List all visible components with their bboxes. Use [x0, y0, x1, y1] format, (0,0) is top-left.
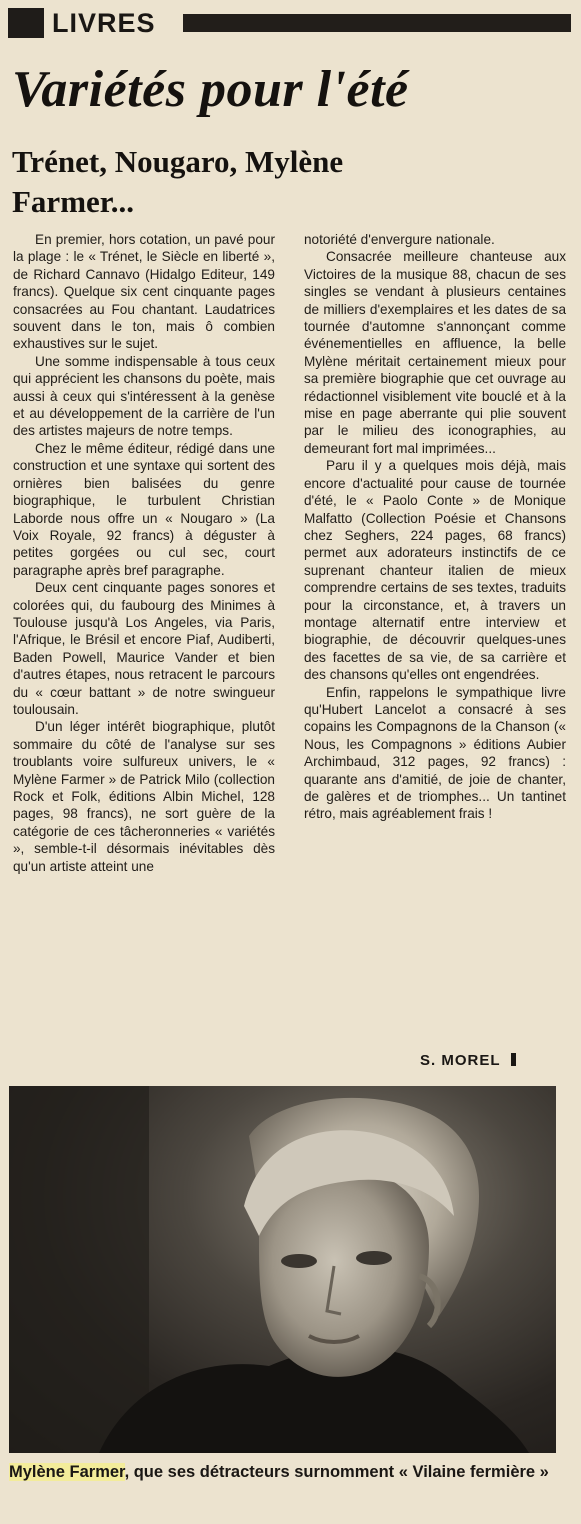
paragraph: Enfin, rappelons le sympathique livre qu'Hubert Lancelot a consacré à ses copains les Compagnons de la Chanson (« Nous, les Compagnons » éditions Aubier Archimbaud, 312 pages, 92 francs) : quarante ans d'amitié, de joie de chanter, de galères et de triomphes... Un tantinet rétro, mais agréablement frais !: [304, 684, 566, 822]
portrait-photo: [9, 1086, 556, 1453]
article-column-right: [304, 231, 566, 823]
section-marker-block: [8, 8, 44, 38]
paragraph: Deux cent cinquante pages sonores et colorées qui, du faubourg des Minimes à Toulouse jusqu'à Los Angeles, via Paris, l'Afrique, le Brésil et encore Piaf, Audiberti, Baden Powell, Maurice Vander et bien d'autres étapes, nous retracent le parcours du « cœur battant » de notre swingueur toulousain.: [13, 580, 275, 717]
paragraph: Chez le même éditeur, rédigé dans une construction et une syntaxe qui sortent des ornières bien balisées du genre biographique, le turbulent Christian Laborde nous offre un « Nougaro » (La Voix Royale, 92 francs) à déguster à petites gorgées ou cul sec, court paragraphe après bref paragraphe.: [13, 440, 275, 578]
section-rule: [183, 14, 571, 32]
paragraph-continuation: notoriété d'envergure nationale.: [304, 232, 495, 247]
caption-text: , que ses détracteurs surnomment « Vilaine fermière »: [124, 1463, 549, 1481]
article-byline: [420, 1052, 570, 1069]
paragraph: Consacrée meilleure chanteuse aux Victoires de la musique 88, chacun de ses singles se vendant à plusieurs centaines de milliers d'exemplaires et les dates de sa tournée d'automne s'annonçant comme événementielles en affluence, la belle Mylène méritait certainement mieux pour sa première biographie que cet ouvrage au rédactionnel visiblement vite bouclé et à la mise en page aberrante qui plie souvent par le milieu des iconographies, au demeurant fort mal imprimées...: [304, 249, 566, 456]
article-column-left: [13, 231, 275, 875]
end-mark: [511, 1053, 516, 1066]
byline-author: S. MOREL: [420, 1052, 501, 1069]
article-headline: Variétés pour l'été: [12, 61, 409, 118]
paragraph: En premier, hors cotation, un pavé pour la plage : le « Trénet, le Siècle en liberté », de Richard Cannavo (Hidalgo Editeur, 149 francs). Quelque six cent cinquante pages consacrées au Fou chantant. Laudatrices souvent dans le ton, mais ô combien exhaustives sur le sujet.: [13, 232, 275, 352]
portrait-illustration: [9, 1086, 556, 1453]
section-label: LIVRES: [52, 8, 156, 38]
paragraph: Une somme indispensable à tous ceux qui apprécient les chansons du poète, mais aussi à ceux qui s'intéressent à la genèse et au développement de la carrière de l'un des artistes majeurs de notre temps.: [13, 353, 275, 439]
section-header: [8, 6, 571, 40]
article-subheadline: Trénet, Nougaro, Mylène Farmer...: [12, 144, 344, 219]
paragraph: D'un léger intérêt biographique, plutôt sommaire du côté de l'analyse sur ses troublants voire sulfureux univers, le « Mylène Farmer » de Patrick Milo (collection Rock et Folk, éditions Albin Michel, 128 pages, 98 francs), ne sort guère de la catégorie de ces tâcheronneries « variétés », semble-t-il désormais inévitables dès qu'un artiste atteint une: [13, 719, 275, 874]
paragraph: Paru il y a quelques mois déjà, mais encore d'actualité pour cause de tournée d'été, le « Paolo Conte » de Monique Malfatto (Collection Poésie et Chansons chez Seghers, 224 pages, 68 francs) permet aux adorateurs instinctifs de ce suprenant chanteur italien de mieux comprendre certains de ses textes, traduits pour la circonstance, et, à travers un montage alternatif entre interview et biographie, de découvrir quelques-unes des facettes de sa vie, de sa carrière et des chansons qu'elles ont engendrées.: [304, 458, 566, 683]
photo-caption: [9, 1459, 569, 1485]
caption-highlight: Mylène Farmer: [9, 1463, 125, 1481]
